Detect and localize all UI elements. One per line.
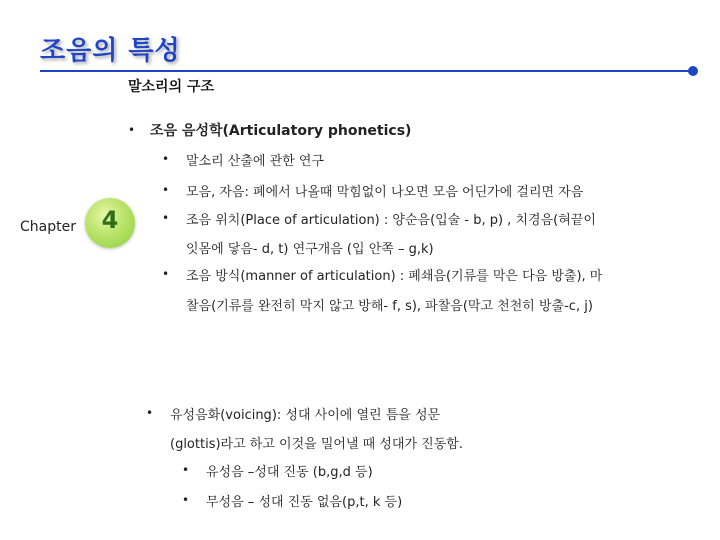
- bullet-marker: •: [162, 267, 170, 281]
- bullet-voiced: 유성음 –성대 진동 (b,g,d 등): [206, 465, 373, 480]
- bullet-manner-of-articulation-cont: 찰음(기류를 완전히 막지 않고 방해- f, s), 파찰음(막고 천천히 방출-c, j): [186, 299, 593, 314]
- bullet-marker: •: [162, 211, 170, 225]
- bullet-marker: •: [162, 152, 170, 166]
- bullet-voicing: 유성음화(voicing): 성대 사이에 열린 틈을 성문: [170, 408, 441, 423]
- bullet-place-of-articulation: 조음 위치(Place of articulation) : 양순음(입술 - b, p) , 치경음(혀끝이: [186, 213, 596, 228]
- bullet-articulatory-phonetics: 조음 음성학(Articulatory phonetics): [150, 123, 412, 139]
- chapter-label: Chapter: [20, 219, 76, 235]
- title-underline: [40, 70, 692, 72]
- chapter-number-badge: [85, 198, 135, 248]
- bullet-vowel-consonant: 모음, 자음: 폐에서 나올때 막힘없이 나오면 모음 어딘가에 걸리면 자음: [186, 185, 584, 200]
- bullet-marker: •: [162, 183, 170, 197]
- bullet-speech-production: 말소리 산출에 관한 연구: [186, 154, 324, 169]
- bullet-place-of-articulation-cont: 잇몸에 닿음- d, t) 연구개음 (입 안쪽 – g,k): [186, 242, 434, 257]
- bullet-marker: •: [128, 123, 136, 137]
- bullet-marker: •: [182, 463, 190, 477]
- bullet-voicing-cont: (glottis)라고 하고 이것을 밀어낼 때 성대가 진동함.: [170, 437, 463, 452]
- page-title: 조음의 특성: [40, 36, 181, 66]
- chapter-number: 4: [101, 206, 119, 234]
- section-subtitle: 말소리의 구조: [128, 79, 215, 95]
- title-underline-dot: [688, 66, 698, 76]
- bullet-voiceless: 무성음 – 성대 진동 없음(p,t, k 등): [206, 495, 403, 510]
- bullet-manner-of-articulation: 조음 방식(manner of articulation) : 폐쇄음(기류를 막은 다음 방출), 마: [186, 269, 603, 284]
- bullet-marker: •: [146, 406, 154, 420]
- bullet-marker: •: [182, 493, 190, 507]
